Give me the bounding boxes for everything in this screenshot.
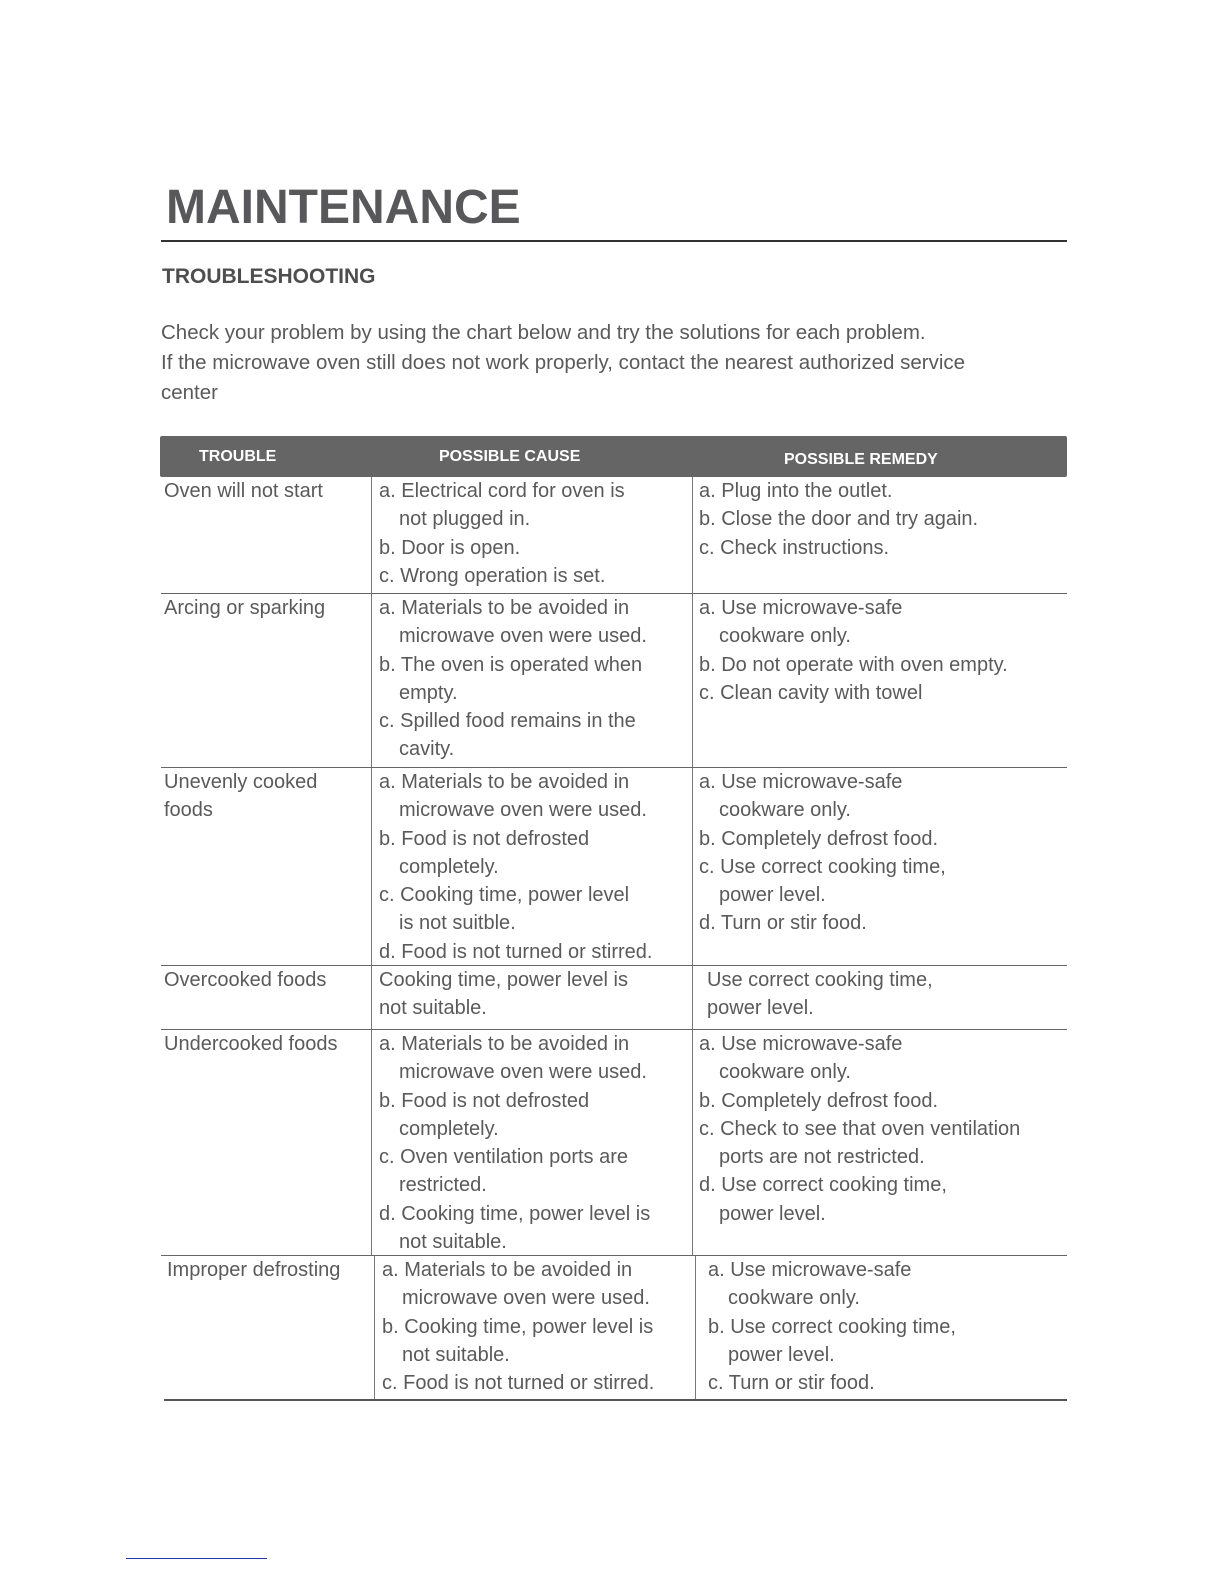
- remedy-line: a. Plug into the outlet.: [699, 480, 893, 502]
- cause-cell: [371, 594, 699, 767]
- remedy-line: cookware only.: [728, 1287, 860, 1310]
- remedy-line: a. Use microwave-safe: [708, 1259, 912, 1281]
- cause-line: a. Materials to be avoided in: [379, 597, 630, 619]
- cause-line: Cooking time, power level is: [379, 969, 628, 991]
- remedy-line: d. Turn or stir food.: [699, 912, 867, 935]
- trouble-cell: [164, 1030, 369, 1255]
- remedy-line: a. Use microwave-safe: [699, 771, 903, 793]
- cause-cell: [371, 477, 699, 593]
- trouble-line: Arcing or sparking: [164, 597, 326, 619]
- cause-line: c. Food is not turned or stirred.: [382, 1372, 655, 1395]
- remedy-line: power level.: [719, 1202, 826, 1225]
- remedy-line: b. Use correct cooking time,: [708, 1315, 956, 1338]
- cause-line: b. Food is not defrosted: [379, 827, 590, 850]
- cause-line: not plugged in.: [399, 508, 531, 531]
- table-row: [161, 768, 1067, 966]
- trouble-line: Undercooked foods: [164, 1033, 338, 1055]
- title-divider: [161, 240, 1067, 242]
- trouble-line: foods: [164, 799, 213, 822]
- table-row: [161, 594, 1067, 768]
- cause-line: restricted.: [399, 1174, 487, 1197]
- trouble-line: Oven will not start: [164, 480, 323, 502]
- cause-cell: [371, 966, 699, 1029]
- remedy-line: c. Use correct cooking time,: [699, 855, 946, 878]
- cause-cell: [371, 1030, 699, 1255]
- table-row: [161, 477, 1067, 594]
- cause-line: is not suitble.: [399, 912, 516, 935]
- cause-line: b. The oven is operated when: [379, 653, 643, 676]
- footer-line: [126, 1558, 267, 1559]
- cause-line: b. Door is open.: [379, 536, 521, 559]
- remedy-line: b. Close the door and try again.: [699, 508, 979, 531]
- remedy-line: c. Check instructions.: [699, 536, 890, 559]
- trouble-cell: [164, 768, 369, 965]
- trouble-cell: [164, 594, 369, 767]
- remedy-cell: [692, 1030, 1069, 1255]
- remedy-line: b. Do not operate with oven empty.: [699, 653, 1008, 676]
- remedy-line: cookware only.: [719, 799, 851, 822]
- remedy-line: a. Use microwave-safe: [699, 597, 903, 619]
- cause-line: not suitable.: [402, 1343, 510, 1366]
- trouble-cell: [164, 477, 369, 593]
- cause-line: completely.: [399, 1117, 499, 1140]
- cause-line: c. Oven ventilation ports are: [379, 1146, 629, 1169]
- cause-line: c. Spilled food remains in the: [379, 710, 636, 733]
- remedy-line: ports are not restricted.: [719, 1146, 925, 1169]
- intro-line: Check your problem by using the chart below and try the solutions for each problem.: [161, 321, 926, 344]
- remedy-line: power level.: [728, 1343, 835, 1366]
- cause-line: c. Wrong operation is set.: [379, 564, 606, 587]
- remedy-line: b. Completely defrost food.: [699, 1089, 939, 1112]
- cause-line: not suitable.: [399, 1231, 507, 1254]
- trouble-cell: [167, 1256, 372, 1399]
- remedy-cell: [692, 768, 1069, 965]
- cause-line: completely.: [399, 855, 499, 878]
- trouble-line: Unevenly cooked: [164, 771, 318, 793]
- remedy-line: power level.: [707, 997, 814, 1020]
- cause-line: microwave oven were used.: [399, 625, 647, 648]
- intro-line: If the microwave oven still does not work properly, contact the nearest authorized service: [161, 351, 966, 374]
- intro-line: center: [161, 381, 218, 404]
- cause-line: empty.: [399, 681, 458, 704]
- cause-line: a. Materials to be avoided in: [382, 1259, 633, 1281]
- remedy-line: cookware only.: [719, 625, 851, 648]
- cause-cell: [374, 1256, 702, 1399]
- cause-line: a. Electrical cord for oven is: [379, 480, 625, 502]
- cause-line: b. Food is not defrosted: [379, 1089, 590, 1112]
- trouble-cell: [164, 966, 369, 1029]
- cause-line: d. Cooking time, power level is: [379, 1202, 651, 1225]
- remedy-line: a. Use microwave-safe: [699, 1033, 903, 1055]
- cause-line: microwave oven were used.: [402, 1287, 650, 1310]
- cause-line: cavity.: [399, 738, 455, 761]
- remedy-cell: [692, 477, 1069, 593]
- remedy-cell: [692, 966, 1077, 1029]
- header-trouble: TROUBLE: [199, 448, 277, 465]
- table-row: [161, 1030, 1067, 1256]
- remedy-line: c. Clean cavity with towel: [699, 681, 923, 704]
- header-cause: POSSIBLE CAUSE: [439, 448, 581, 465]
- trouble-line: Overcooked foods: [164, 969, 327, 991]
- cause-line: microwave oven were used.: [399, 1061, 647, 1084]
- section-heading: TROUBLESHOOTING: [162, 265, 376, 288]
- remedy-cell: [695, 1256, 1078, 1399]
- header-remedy: POSSIBLE REMEDY: [784, 451, 938, 468]
- remedy-cell: [692, 594, 1069, 767]
- remedy-line: d. Use correct cooking time,: [699, 1174, 947, 1197]
- cause-line: b. Cooking time, power level is: [382, 1315, 654, 1338]
- trouble-line: Improper defrosting: [167, 1259, 341, 1281]
- table-row: [164, 1256, 1067, 1401]
- remedy-line: c. Check to see that oven ventilation: [699, 1117, 1021, 1140]
- cause-line: a. Materials to be avoided in: [379, 1033, 630, 1055]
- intro-paragraph: [161, 318, 1071, 408]
- cause-line: d. Food is not turned or stirred.: [379, 940, 653, 963]
- remedy-line: c. Turn or stir food.: [708, 1372, 875, 1395]
- remedy-line: power level.: [719, 884, 826, 907]
- table-header: [160, 436, 1067, 477]
- remedy-line: b. Completely defrost food.: [699, 827, 939, 850]
- remedy-line: cookware only.: [719, 1061, 851, 1084]
- cause-line: not suitable.: [379, 997, 487, 1020]
- table-row: [161, 966, 1067, 1030]
- remedy-line: Use correct cooking time,: [707, 969, 933, 991]
- cause-line: a. Materials to be avoided in: [379, 771, 630, 793]
- cause-line: c. Cooking time, power level: [379, 884, 630, 907]
- cause-line: microwave oven were used.: [399, 799, 647, 822]
- cause-cell: [371, 768, 699, 965]
- page-title: MAINTENANCE: [166, 181, 521, 234]
